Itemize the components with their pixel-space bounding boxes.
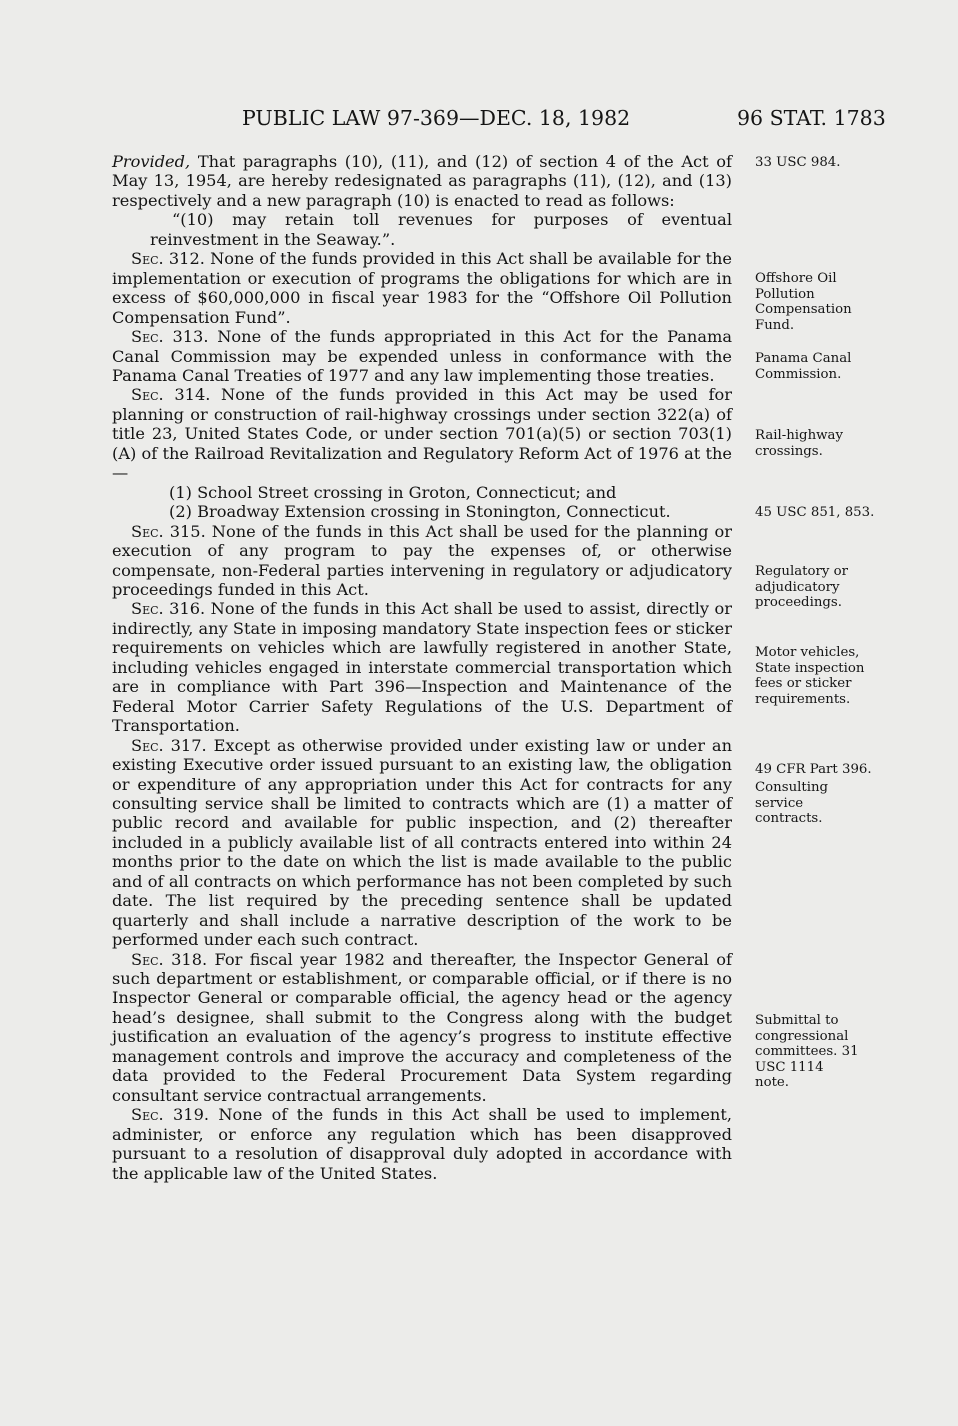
margin-note-consulting: Consulting service contracts. bbox=[755, 780, 829, 826]
statute-page-number: 96 STAT. 1783 bbox=[737, 106, 886, 130]
section-312-text: None of the funds provided in this Act shall be available for the implementation or execution of programs the obligations for which are in excess of $60,000,000 in fiscal year 1983 for the “Offshore Oil Pollution Compensation Fund”. bbox=[112, 249, 732, 327]
margin-note-45-usc: 45 USC 851, 853. bbox=[755, 505, 875, 520]
section-314 bbox=[112, 385, 732, 482]
section-315 bbox=[112, 522, 732, 600]
section-314-item-2: (2) Broadway Extension crossing in Stonington, Connecticut. bbox=[169, 502, 671, 522]
section-319 bbox=[112, 1105, 732, 1183]
section-317-text: Except as otherwise provided under existing law or under an existing Executive order issued pursuant to an existing law, the obligation or expenditure of any appropriation under this Act for contracts for any consulting service shall be limited to contracts which are (1) a matter of public record and available for public inspection, and (2) thereafter included in a publicly available list of all contracts entered into within 24 months prior to the date on which the list is made available to the public and of all contracts on which performance has not been completed by such date. The list required by the preceding sentence shall be updated quarterly and shall include a narrative description of the work to be performed under each such contract. bbox=[112, 735, 732, 950]
proviso-italic: Provided, bbox=[112, 152, 191, 171]
section-318 bbox=[112, 950, 732, 1106]
section-313 bbox=[112, 327, 732, 385]
section-316 bbox=[112, 599, 732, 735]
section-316-label: Sec. 316. bbox=[131, 599, 206, 619]
section-315-label: Sec. 315. bbox=[131, 521, 206, 541]
section-314-text: None of the funds provided in this Act may be used for planning or construction of rail-highway crossings under section 322(a) of title 23, United States Code, or under section 701(a)(5) or section 703(1)(A) of the Railroad Revitalization and Regulatory Reform Act of 1976 at the— bbox=[112, 385, 732, 483]
section-315-text: None of the funds in this Act shall be used for the planning or execution of any program to pay the expenses of, or otherwise compensate, non-Federal parties intervening in regulatory or adjudicatory proceedings funded in this Act. bbox=[112, 521, 732, 599]
margin-note-33-usc-984: 33 USC 984. bbox=[755, 155, 841, 170]
section-319-text: None of the funds in this Act shall be used to implement, administer, or enforce any regulation which has been disapproved pursuant to a resolution of disapproval duly adopted in accordance with the applicable law of the United States. bbox=[112, 1105, 732, 1183]
margin-note-panama-canal: Panama Canal Commission. bbox=[755, 351, 852, 382]
section-312 bbox=[112, 249, 732, 327]
section-317-label: Sec. 317. bbox=[131, 735, 207, 755]
body-text bbox=[112, 152, 732, 1183]
section-318-text: For fiscal year 1982 and thereafter, the Inspector General of such department or establishment, or comparable official, or if there is no Inspector General or comparable official, the agency head or the agency head’s designee, shall submit to the Congress along with the budget justification an evaluation of the agency’s progress to institute effective management controls and improve the accuracy and completeness of the data provided to the Federal Procurement Data System regarding consultant service contractual arrangements. bbox=[112, 949, 732, 1105]
margin-note-motor-vehicles: Motor vehicles, State inspection fees or sticker requirements. bbox=[755, 645, 865, 707]
section-318-label: Sec. 318. bbox=[131, 949, 208, 969]
section-317 bbox=[112, 736, 732, 950]
margin-note-rail-highway: Rail-highway crossings. bbox=[755, 428, 843, 459]
margin-note-offshore-oil: Offshore Oil Pollution Compensation Fund. bbox=[755, 271, 852, 333]
page-header bbox=[0, 106, 958, 136]
proviso-text: That paragraphs (10), (11), and (12) of section 4 of the Act of May 13, 1954, are hereby redesignated as paragraphs (11), (12), and (13) respectively and a new paragraph (10) is enacted to read as follows: bbox=[112, 152, 732, 210]
section-312-label: Sec. 312. bbox=[131, 249, 205, 269]
section-313-text: None of the funds appropriated in this Act for the Panama Canal Commission may be expended unless in conformance with the Panama Canal Treaties of 1977 and any law implementing those treaties. bbox=[112, 327, 732, 385]
quoted-paragraph-10: “(10) may retain toll revenues for purposes of eventual reinvestment in the Seaway.”. bbox=[150, 210, 732, 249]
section-314-label: Sec. 314. bbox=[131, 385, 211, 405]
section-314-item-1: (1) School Street crossing in Groton, Connecticut; and bbox=[169, 482, 617, 502]
margin-note-regulatory: Regulatory or adjudicatory proceedings. bbox=[755, 564, 848, 610]
header-title: PUBLIC LAW 97-369—DEC. 18, 1982 bbox=[242, 106, 631, 130]
section-313-label: Sec. 313. bbox=[131, 327, 209, 347]
section-319-label: Sec. 319. bbox=[131, 1105, 210, 1125]
margin-note-submittal: Submittal to congressional committees. 31 USC 1114 note. bbox=[755, 1013, 859, 1090]
margin-note-49-cfr: 49 CFR Part 396. bbox=[755, 762, 872, 777]
section-316-text: None of the funds in this Act shall be used to assist, directly or indirectly, any State in imposing mandatory State inspection fees or sticker requirements on vehicles which are lawfully registered in another State, including vehicles engaged in interstate commercial transportation which are in compliance with Part 396—Inspection and Maintenance of the Federal Motor Carrier Safety Regulations of the U.S. Department of Transportation. bbox=[112, 599, 732, 736]
proviso-paragraph bbox=[112, 152, 732, 210]
